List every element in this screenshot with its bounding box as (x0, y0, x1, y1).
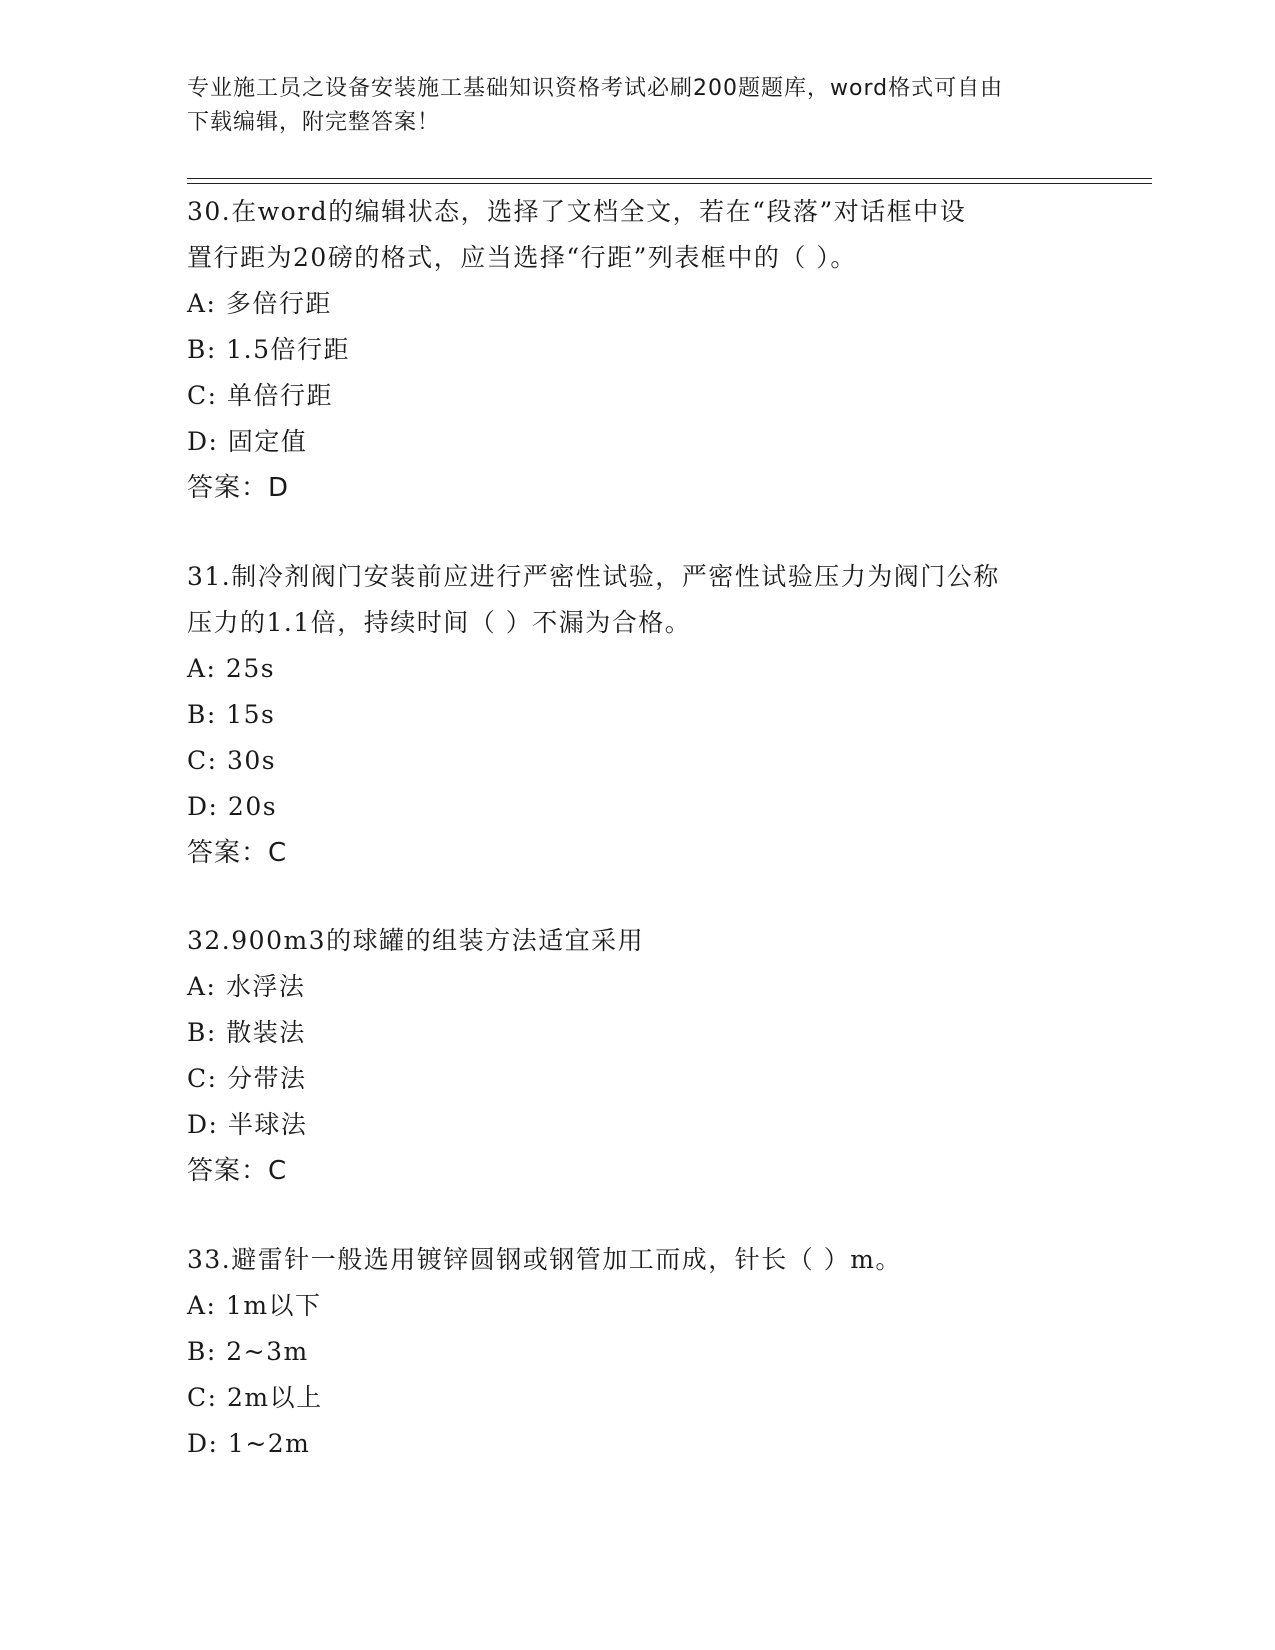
option-d: D: 固定值 (187, 427, 308, 456)
option-c: C: 单倍行距 (187, 381, 333, 410)
question-stem-line-1: 30.在word的编辑状态，选择了文档全文，若在“段落”对话框中设 (187, 197, 967, 226)
question-33 (187, 1237, 1107, 1467)
option-c: C: 分带法 (187, 1064, 307, 1093)
option-c: C: 2m以上 (187, 1383, 323, 1412)
option-c: C: 30s (187, 746, 277, 775)
question-stem-line-1: 33.避雷针一般选用镀锌圆钢或钢管加工而成，针长（ ）m。 (187, 1245, 902, 1274)
option-d: D: 半球法 (187, 1110, 308, 1139)
question-stem-line-1: 32.900m3的球罐的组装方法适宜采用 (187, 926, 645, 955)
question-stem-line-1: 31.制冷剂阀门安装前应进行严密性试验，严密性试验压力为阀门公称 (187, 562, 1000, 591)
answer: 答案：C (187, 838, 288, 868)
option-a: A: 1m以下 (187, 1291, 322, 1320)
option-b: B: 2~3m (187, 1337, 309, 1366)
option-b: B: 1.5倍行距 (187, 335, 350, 364)
question-31 (187, 554, 1107, 876)
header-divider-top (187, 178, 1152, 179)
option-d: D: 20s (187, 792, 278, 821)
header-divider-bottom (187, 183, 1152, 184)
question-30 (187, 189, 1107, 511)
option-a: A: 水浮法 (187, 972, 306, 1001)
header-line-1: 专业施工员之设备安装施工基础知识资格考试必刷200题题库，word格式可自由 (187, 76, 1004, 101)
document-header (187, 72, 1087, 140)
header-line-2: 下载编辑，附完整答案！ (187, 110, 441, 135)
option-d: D: 1~2m (187, 1429, 311, 1458)
option-a: A: 多倍行距 (187, 289, 332, 318)
option-a: A: 25s (187, 654, 276, 683)
question-stem-line-2: 压力的1.1倍，持续时间（ ）不漏为合格。 (187, 608, 692, 637)
question-32 (187, 918, 1107, 1194)
answer: 答案：D (187, 473, 290, 503)
option-b: B: 15s (187, 700, 276, 729)
option-b: B: 散装法 (187, 1018, 306, 1047)
answer: 答案：C (187, 1156, 288, 1186)
question-stem-line-2: 置行距为20磅的格式，应当选择“行距”列表框中的（ ）。 (187, 243, 857, 272)
